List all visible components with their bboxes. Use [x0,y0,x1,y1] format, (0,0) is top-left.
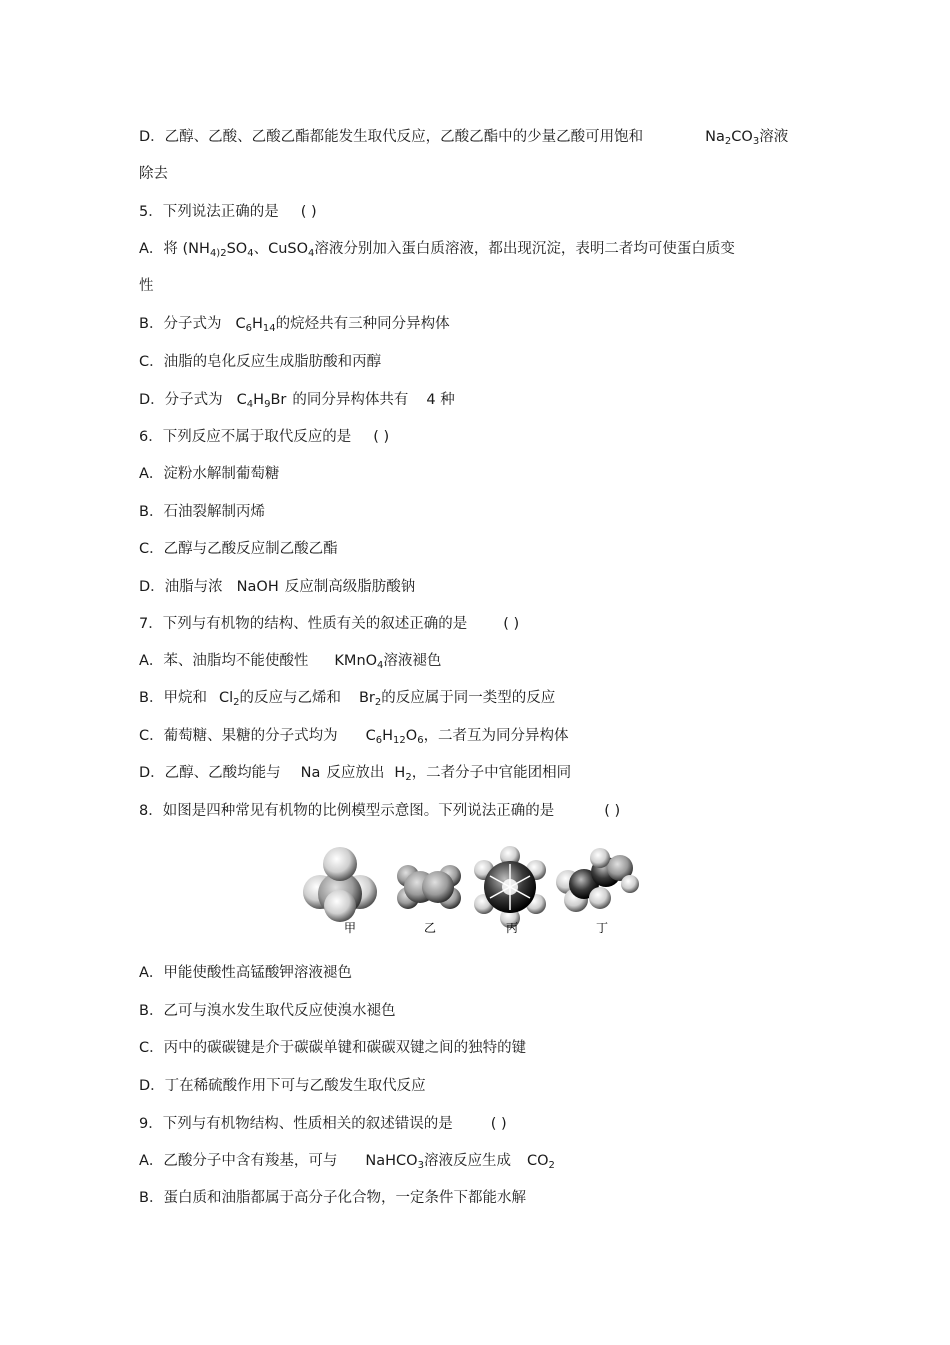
question-8: 8．如图是四种常见有机物的比例模型示意图。下列说法正确的是 ( ) [139,803,621,819]
q6-option-a: A．淀粉水解制葡萄糖 [139,466,280,482]
q6-option-d: D．油脂与浓 NaOH 反应制高级脂肪酸钠 [139,579,416,595]
formula-kmno4: KMnO$_4$ [334,653,384,671]
q5-option-a-line1: A．将 ($NH_{4)2}SO_4$、CuSO$_4$溶液分别加入蛋白质溶液，都出现沉淀，表明二者均可使蛋白质变 [139,241,735,259]
formula-cl2: $Cl_2$ [218,690,240,708]
model-ding-ethanol [556,848,639,912]
atom-c [422,871,454,903]
q9-option-b: B．蛋白质和油脂都属于高分子化合物，一定条件下都能水解 [139,1190,526,1206]
answer-blank: ( ) [490,1116,507,1132]
q7-option-c: C．葡萄糖、果糖的分子式均为 $C_6H_{12}O_6$，二者互为同分异构体 [139,728,569,746]
q5-option-c: C．油脂的皂化反应生成脂肪酸和丙醇 [139,354,382,370]
question-5: 5．下列说法正确的是 ( ) [139,204,317,220]
formula-h2: $H_2$ [394,765,412,783]
atom-h [589,887,611,909]
q4-option-d-line2: 除去 [139,166,168,182]
formula-c6h12o6: $C_6H_{12}O_6$ [365,728,424,746]
q5-option-d: D．分子式为 $C_4H_9Br$ 的同分异构体共有 4 种 [139,392,455,410]
atom-h [324,890,356,922]
atom-h [590,848,610,868]
formula-c4h9br: $C_4H_9Br$ [236,392,287,410]
q6-option-c: C．乙醇与乙酸反应制乙酸乙酯 [139,541,338,557]
question-9: 9．下列与有机物结构、性质相关的叙述错误的是 ( ) [139,1116,507,1132]
molecule-models-figure [300,842,645,942]
q6-option-b: B．石油裂解制丙烯 [139,504,265,520]
label-bing: 丙 [505,921,519,935]
q9-option-a: A．乙酸分子中含有羧基，可与 NaHCO$_3$溶液反应生成 $CO_2$ [139,1153,555,1171]
model-jia-methane [303,847,377,922]
atom-h [323,847,357,881]
model-bing-benzene [474,846,546,928]
answer-blank: ( ) [373,429,390,445]
label-yi: 乙 [423,921,437,935]
answer-blank: ( ) [503,616,520,632]
formula-co2: $CO_2$ [526,1153,555,1171]
q5-option-b: B．分子式为 $C_6H_{14}$的烷烃共有三种同分异构体 [139,316,450,334]
q5-option-a-line2: 性 [139,278,154,294]
answer-blank: ( ) [604,803,621,819]
q8-option-a: A．甲能使酸性高锰酸钾溶液褪色 [139,965,352,981]
answer-blank: ( ) [300,204,317,220]
q8-option-c: C．丙中的碳碳键是介于碳碳单键和碳碳双键之间的独特的键 [139,1040,527,1056]
label-ding: 丁 [595,921,609,935]
q8-option-b: B．乙可与溴水发生取代反应使溴水褪色 [139,1003,396,1019]
formula-nahco3: NaHCO$_3$ [365,1153,424,1171]
formula-na2co3: $Na_2CO_3$ [705,129,760,147]
q4-option-d-line1: D．乙醇、乙酸、乙酸乙酯都能发生取代反应，乙酸乙酯中的少量乙酸可用饱和 $Na_2CO_3$溶液 [139,129,789,147]
question-6: 6．下列反应不属于取代反应的是 ( ) [139,429,390,445]
formula-br2: $Br_2$ [358,690,382,708]
label-jia: 甲 [343,921,357,935]
question-7: 7．下列与有机物的结构、性质有关的叙述正确的是 ( ) [139,616,520,632]
formula-c6h14: $C_6H_{14}$ [235,316,276,334]
q7-option-a: A．苯、油脂均不能使酸性 KMnO$_4$溶液褪色 [139,653,442,671]
q7-option-b: B．甲烷和 $Cl_2$的反应与乙烯和 $Br_2$的反应属于同一类型的反应 [139,690,556,708]
q8-option-d: D．丁在稀硫酸作用下可与乙酸发生取代反应 [139,1078,426,1094]
model-yi-ethylene [397,865,461,909]
q7-option-d: D．乙醇、乙酸均能与 Na 反应放出 $H_2$，二者分子中官能团相同 [139,765,572,783]
atom-h [621,875,639,893]
